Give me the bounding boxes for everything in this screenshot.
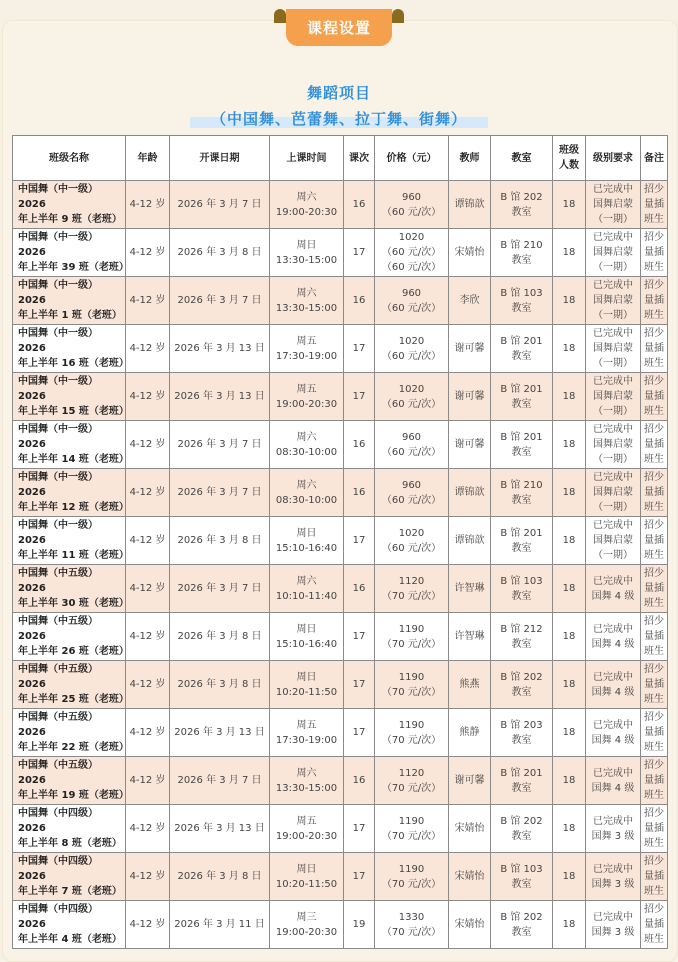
- table-row: [13, 661, 668, 709]
- start-date-cell: 2026 年 3 月 13 日: [170, 373, 270, 421]
- section-subtitle: 舞蹈项目: [306, 84, 371, 102]
- class-name-cell: 中国舞（中四级）2026 年上半年 8 班（老班）: [13, 805, 126, 853]
- teacher-cell: 谢可馨: [449, 757, 491, 805]
- level-requirement-cell: 已完成中 国舞 4 级: [586, 565, 641, 613]
- level-requirement-cell: 已完成中 国舞启蒙 （一期）: [586, 325, 641, 373]
- table-row: [13, 901, 668, 949]
- level-requirement-cell: 已完成中 国舞启蒙 （一期）: [586, 181, 641, 229]
- age-cell: 4-12 岁: [126, 229, 170, 277]
- age-cell: 4-12 岁: [126, 421, 170, 469]
- level-requirement-cell: 已完成中 国舞 4 级: [586, 757, 641, 805]
- note-cell: 招少 量插 班生: [641, 805, 668, 853]
- start-date-cell: 2026 年 3 月 8 日: [170, 613, 270, 661]
- class-name-cell: 中国舞（中五级）2026 年上半年 26 班（老班）: [13, 613, 126, 661]
- classroom-cell: B 馆 201 教室: [491, 757, 553, 805]
- age-cell: 4-12 岁: [126, 373, 170, 421]
- note-cell: 招少 量插 班生: [641, 373, 668, 421]
- age-cell: 4-12 岁: [126, 661, 170, 709]
- table-row: [13, 757, 668, 805]
- price-cell: 1190 （70 元/次）: [375, 613, 449, 661]
- level-requirement-cell: 已完成中 国舞 3 级: [586, 805, 641, 853]
- table-row: [13, 277, 668, 325]
- level-requirement-cell: 已完成中 国舞 3 级: [586, 901, 641, 949]
- age-cell: 4-12 岁: [126, 853, 170, 901]
- table-row: [13, 181, 668, 229]
- class-time-cell: 周五 19:00-20:30: [270, 373, 344, 421]
- teacher-cell: 许智琳: [449, 565, 491, 613]
- start-date-cell: 2026 年 3 月 7 日: [170, 421, 270, 469]
- course-table: [12, 135, 668, 949]
- header-class-name: 班级名称: [13, 136, 126, 181]
- sessions-cell: 17: [344, 661, 375, 709]
- level-requirement-cell: 已完成中 国舞 4 级: [586, 613, 641, 661]
- class-time-cell: 周日 10:20-11:50: [270, 661, 344, 709]
- level-requirement-cell: 已完成中 国舞启蒙 （一期）: [586, 277, 641, 325]
- age-cell: 4-12 岁: [126, 565, 170, 613]
- teacher-cell: 许智琳: [449, 613, 491, 661]
- class-size-cell: 18: [553, 853, 586, 901]
- sessions-cell: 17: [344, 229, 375, 277]
- table-row: [13, 373, 668, 421]
- age-cell: 4-12 岁: [126, 277, 170, 325]
- teacher-cell: 谢可馨: [449, 421, 491, 469]
- class-time-cell: 周五 17:30-19:00: [270, 709, 344, 757]
- price-cell: 1020 （60 元/次）: [375, 517, 449, 565]
- table-header-row: [13, 136, 668, 181]
- class-name-cell: 中国舞（中五级）2026 年上半年 22 班（老班）: [13, 709, 126, 757]
- table-row: [13, 229, 668, 277]
- class-size-cell: 18: [553, 373, 586, 421]
- classroom-cell: B 馆 201 教室: [491, 517, 553, 565]
- header-level-requirement: 级别要求: [586, 136, 641, 181]
- class-time-cell: 周六 08:30-10:00: [270, 469, 344, 517]
- classroom-cell: B 馆 212 教室: [491, 613, 553, 661]
- class-time-cell: 周六 13:30-15:00: [270, 277, 344, 325]
- class-size-cell: 18: [553, 757, 586, 805]
- sessions-cell: 17: [344, 325, 375, 373]
- table-row: [13, 709, 668, 757]
- sessions-cell: 17: [344, 517, 375, 565]
- dance-categories: （中国舞、芭蕾舞、拉丁舞、街舞）: [190, 108, 488, 128]
- teacher-cell: 熊静: [449, 709, 491, 757]
- class-size-cell: 18: [553, 565, 586, 613]
- start-date-cell: 2026 年 3 月 8 日: [170, 661, 270, 709]
- classroom-cell: B 馆 202 教室: [491, 181, 553, 229]
- teacher-cell: 宋婧怡: [449, 805, 491, 853]
- price-cell: 1020 （60 元/次）: [375, 373, 449, 421]
- note-cell: 招少 量插 班生: [641, 229, 668, 277]
- class-time-cell: 周六 10:10-11:40: [270, 565, 344, 613]
- teacher-cell: 谭锦歆: [449, 469, 491, 517]
- level-requirement-cell: 已完成中 国舞启蒙 （一期）: [586, 469, 641, 517]
- class-name-cell: 中国舞（中一级）2026 年上半年 12 班（老班）: [13, 469, 126, 517]
- header-price: 价格（元）: [375, 136, 449, 181]
- level-requirement-cell: 已完成中 国舞启蒙 （一期）: [586, 373, 641, 421]
- level-requirement-cell: 已完成中 国舞启蒙 （一期）: [586, 229, 641, 277]
- note-cell: 招少 量插 班生: [641, 757, 668, 805]
- class-size-cell: 18: [553, 421, 586, 469]
- level-requirement-cell: 已完成中 国舞启蒙 （一期）: [586, 421, 641, 469]
- table-row: [13, 853, 668, 901]
- table-row: [13, 421, 668, 469]
- teacher-cell: 谭锦歆: [449, 181, 491, 229]
- age-cell: 4-12 岁: [126, 805, 170, 853]
- note-cell: 招少 量插 班生: [641, 277, 668, 325]
- class-size-cell: 18: [553, 517, 586, 565]
- sessions-cell: 16: [344, 565, 375, 613]
- start-date-cell: 2026 年 3 月 7 日: [170, 469, 270, 517]
- class-time-cell: 周日 15:10-16:40: [270, 517, 344, 565]
- note-cell: 招少 量插 班生: [641, 613, 668, 661]
- class-name-cell: 中国舞（中一级）2026 年上半年 14 班（老班）: [13, 421, 126, 469]
- class-size-cell: 18: [553, 469, 586, 517]
- classroom-cell: B 馆 202 教室: [491, 805, 553, 853]
- note-cell: 招少 量插 班生: [641, 709, 668, 757]
- start-date-cell: 2026 年 3 月 8 日: [170, 229, 270, 277]
- classroom-cell: B 馆 103 教室: [491, 853, 553, 901]
- classroom-cell: B 馆 103 教室: [491, 565, 553, 613]
- teacher-cell: 宋婧怡: [449, 229, 491, 277]
- class-name-cell: 中国舞（中四级）2026 年上半年 4 班（老班）: [13, 901, 126, 949]
- start-date-cell: 2026 年 3 月 7 日: [170, 181, 270, 229]
- price-cell: 960 （60 元/次）: [375, 181, 449, 229]
- start-date-cell: 2026 年 3 月 8 日: [170, 517, 270, 565]
- table-row: [13, 325, 668, 373]
- sessions-cell: 16: [344, 181, 375, 229]
- class-size-cell: 18: [553, 613, 586, 661]
- classroom-cell: B 馆 210 教室: [491, 469, 553, 517]
- header-note: 备注: [641, 136, 668, 181]
- class-time-cell: 周五 17:30-19:00: [270, 325, 344, 373]
- tab-right-ear: [392, 9, 404, 23]
- class-size-cell: 18: [553, 325, 586, 373]
- class-time-cell: 周日 15:10-16:40: [270, 613, 344, 661]
- age-cell: 4-12 岁: [126, 709, 170, 757]
- section-tab-title: 课程设置: [286, 9, 392, 46]
- sessions-cell: 17: [344, 613, 375, 661]
- age-cell: 4-12 岁: [126, 901, 170, 949]
- sessions-cell: 16: [344, 469, 375, 517]
- age-cell: 4-12 岁: [126, 613, 170, 661]
- teacher-cell: 宋婧怡: [449, 853, 491, 901]
- class-name-cell: 中国舞（中四级）2026 年上半年 7 班（老班）: [13, 853, 126, 901]
- level-requirement-cell: 已完成中 国舞启蒙 （一期）: [586, 517, 641, 565]
- classroom-cell: B 馆 201 教室: [491, 325, 553, 373]
- price-cell: 960 （60 元/次）: [375, 277, 449, 325]
- start-date-cell: 2026 年 3 月 8 日: [170, 853, 270, 901]
- sessions-cell: 17: [344, 853, 375, 901]
- teacher-cell: 熊燕: [449, 661, 491, 709]
- start-date-cell: 2026 年 3 月 13 日: [170, 325, 270, 373]
- sessions-cell: 16: [344, 421, 375, 469]
- teacher-cell: 谭锦歆: [449, 517, 491, 565]
- classroom-cell: B 馆 202 教室: [491, 901, 553, 949]
- price-cell: 1190 （70 元/次）: [375, 661, 449, 709]
- start-date-cell: 2026 年 3 月 13 日: [170, 709, 270, 757]
- age-cell: 4-12 岁: [126, 469, 170, 517]
- age-cell: 4-12 岁: [126, 181, 170, 229]
- class-name-cell: 中国舞（中一级）2026 年上半年 11 班（老班）: [13, 517, 126, 565]
- class-name-cell: 中国舞（中一级）2026 年上半年 9 班（老班）: [13, 181, 126, 229]
- sessions-cell: 17: [344, 709, 375, 757]
- level-requirement-cell: 已完成中 国舞 3 级: [586, 853, 641, 901]
- sessions-cell: 19: [344, 901, 375, 949]
- note-cell: 招少 量插 班生: [641, 421, 668, 469]
- sessions-cell: 16: [344, 277, 375, 325]
- table-row: [13, 805, 668, 853]
- price-cell: 1020 （60 元/次）: [375, 325, 449, 373]
- classroom-cell: B 馆 201 教室: [491, 373, 553, 421]
- header-class-size: 班级 人数: [553, 136, 586, 181]
- class-name-cell: 中国舞（中五级）2026 年上半年 30 班（老班）: [13, 565, 126, 613]
- class-time-cell: 周五 19:00-20:30: [270, 805, 344, 853]
- sessions-cell: 16: [344, 757, 375, 805]
- class-name-cell: 中国舞（中五级）2026 年上半年 19 班（老班）: [13, 757, 126, 805]
- start-date-cell: 2026 年 3 月 7 日: [170, 277, 270, 325]
- note-cell: 招少 量插 班生: [641, 181, 668, 229]
- class-size-cell: 18: [553, 661, 586, 709]
- sessions-cell: 17: [344, 373, 375, 421]
- price-cell: 960 （60 元/次）: [375, 421, 449, 469]
- class-name-cell: 中国舞（中一级）2026 年上半年 15 班（老班）: [13, 373, 126, 421]
- price-cell: 1330 （70 元/次）: [375, 901, 449, 949]
- class-name-cell: 中国舞（中一级）2026 年上半年 39 班（老班）: [13, 229, 126, 277]
- table-row: [13, 613, 668, 661]
- header-sessions: 课次: [344, 136, 375, 181]
- header-age: 年龄: [126, 136, 170, 181]
- note-cell: 招少 量插 班生: [641, 469, 668, 517]
- class-size-cell: 18: [553, 181, 586, 229]
- class-time-cell: 周日 13:30-15:00: [270, 229, 344, 277]
- classroom-cell: B 馆 203 教室: [491, 709, 553, 757]
- class-size-cell: 18: [553, 901, 586, 949]
- level-requirement-cell: 已完成中 国舞 4 级: [586, 709, 641, 757]
- class-size-cell: 18: [553, 229, 586, 277]
- age-cell: 4-12 岁: [126, 517, 170, 565]
- price-cell: 960 （60 元/次）: [375, 469, 449, 517]
- price-cell: 1190 （70 元/次）: [375, 709, 449, 757]
- tab-left-ear: [274, 9, 286, 23]
- table-row: [13, 469, 668, 517]
- header-class-time: 上课时间: [270, 136, 344, 181]
- class-name-cell: 中国舞（中一级）2026 年上半年 16 班（老班）: [13, 325, 126, 373]
- classroom-cell: B 馆 202 教室: [491, 661, 553, 709]
- price-cell: 1020 （60 元/次） （60 元/次）: [375, 229, 449, 277]
- start-date-cell: 2026 年 3 月 7 日: [170, 565, 270, 613]
- teacher-cell: 宋婧怡: [449, 901, 491, 949]
- price-cell: 1120 （70 元/次）: [375, 757, 449, 805]
- class-size-cell: 18: [553, 277, 586, 325]
- class-size-cell: 18: [553, 805, 586, 853]
- price-cell: 1190 （70 元/次）: [375, 853, 449, 901]
- start-date-cell: 2026 年 3 月 13 日: [170, 805, 270, 853]
- teacher-cell: 谢可馨: [449, 325, 491, 373]
- header-start-date: 开课日期: [170, 136, 270, 181]
- age-cell: 4-12 岁: [126, 325, 170, 373]
- note-cell: 招少 量插 班生: [641, 517, 668, 565]
- table-row: [13, 565, 668, 613]
- header-classroom: 教室: [491, 136, 553, 181]
- sessions-cell: 17: [344, 805, 375, 853]
- classroom-cell: B 馆 103 教室: [491, 277, 553, 325]
- note-cell: 招少 量插 班生: [641, 901, 668, 949]
- teacher-cell: 谢可馨: [449, 373, 491, 421]
- class-time-cell: 周日 10:20-11:50: [270, 853, 344, 901]
- note-cell: 招少 量插 班生: [641, 661, 668, 709]
- price-cell: 1120 （70 元/次）: [375, 565, 449, 613]
- header-teacher: 教师: [449, 136, 491, 181]
- teacher-cell: 李欣: [449, 277, 491, 325]
- level-requirement-cell: 已完成中 国舞 4 级: [586, 661, 641, 709]
- price-cell: 1190 （70 元/次）: [375, 805, 449, 853]
- class-size-cell: 18: [553, 709, 586, 757]
- class-time-cell: 周六 13:30-15:00: [270, 757, 344, 805]
- class-name-cell: 中国舞（中五级）2026 年上半年 25 班（老班）: [13, 661, 126, 709]
- age-cell: 4-12 岁: [126, 757, 170, 805]
- classroom-cell: B 馆 210 教室: [491, 229, 553, 277]
- note-cell: 招少 量插 班生: [641, 853, 668, 901]
- start-date-cell: 2026 年 3 月 7 日: [170, 757, 270, 805]
- table-row: [13, 517, 668, 565]
- note-cell: 招少 量插 班生: [641, 565, 668, 613]
- classroom-cell: B 馆 201 教室: [491, 421, 553, 469]
- class-time-cell: 周六 08:30-10:00: [270, 421, 344, 469]
- class-time-cell: 周六 19:00-20:30: [270, 181, 344, 229]
- note-cell: 招少 量插 班生: [641, 325, 668, 373]
- class-name-cell: 中国舞（中一级）2026 年上半年 1 班（老班）: [13, 277, 126, 325]
- class-time-cell: 周三 19:00-20:30: [270, 901, 344, 949]
- start-date-cell: 2026 年 3 月 11 日: [170, 901, 270, 949]
